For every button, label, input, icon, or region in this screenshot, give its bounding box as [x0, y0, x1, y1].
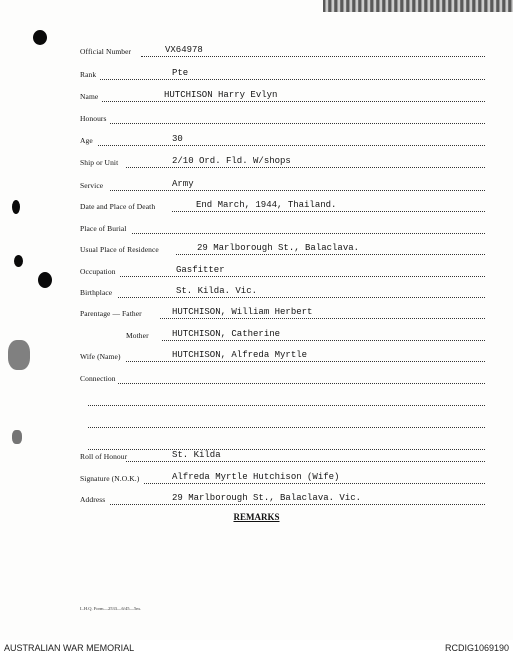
row-date-place-death: [80, 198, 485, 214]
rule-age: [98, 145, 485, 146]
row-roll-of-honour: [80, 448, 485, 464]
value-occupation: Gasfitter: [176, 265, 225, 275]
value-signature: Alfreda Myrtle Hutchison (Wife): [172, 472, 340, 482]
label-date-place-death: Date and Place of Death: [80, 202, 156, 211]
row-usual-residence: [80, 241, 485, 257]
rule-date-place-death: [172, 211, 485, 212]
label-place-of-burial: Place of Burial: [80, 224, 127, 233]
label-occupation: Occupation: [80, 267, 116, 276]
punch-hole-middle-3: [38, 272, 52, 288]
row-birthplace: [80, 284, 485, 300]
row-connection: [80, 370, 485, 386]
label-roll-of-honour: Roll of Honour: [80, 452, 128, 461]
remarks-heading: REMARKS: [233, 512, 280, 522]
rule-ship-or-unit: [126, 167, 485, 168]
row-mother: [80, 327, 485, 343]
rule-name: [102, 101, 485, 102]
row-name: [80, 88, 485, 104]
archive-footer: [0, 640, 513, 654]
value-father: HUTCHISON, William Herbert: [172, 307, 313, 317]
label-mother: Mother: [126, 331, 149, 340]
label-wife: Wife (Name): [80, 352, 121, 361]
label-father: Parentage — Father: [80, 309, 142, 318]
form-number: L.H.Q. Form—2533—6/45—5m.: [80, 606, 141, 611]
label-connection: Connection: [80, 374, 116, 383]
value-official-number: VX64978: [165, 45, 203, 55]
rule-address: [110, 504, 485, 505]
label-service: Service: [80, 181, 104, 190]
archive-name: AUSTRALIAN WAR MEMORIAL: [4, 643, 135, 653]
rule-wife: [126, 361, 485, 362]
value-age: 30: [172, 134, 183, 144]
row-place-of-burial: [80, 220, 485, 236]
rule-official-number: [141, 56, 485, 57]
rule-rank: [100, 79, 485, 80]
punch-hole-top: [33, 30, 47, 45]
rule-connection-extra-1: [88, 405, 485, 406]
row-age: [80, 132, 485, 148]
scan-edge-artifact: [323, 0, 513, 12]
binding-smudge-2: [12, 430, 22, 444]
rule-connection: [118, 383, 485, 384]
rule-connection-extra-2: [88, 427, 485, 428]
row-connection-extra-2: [80, 414, 485, 430]
value-address: 29 Marlborough St., Balaclava. Vic.: [172, 493, 362, 503]
label-rank: Rank: [80, 70, 97, 79]
label-age: Age: [80, 136, 93, 145]
row-wife: [80, 348, 485, 364]
value-service: Army: [172, 179, 194, 189]
rule-birthplace: [118, 297, 485, 298]
row-connection-extra-1: [80, 392, 485, 408]
value-usual-residence: 29 Marlborough St., Balaclava.: [197, 243, 360, 253]
punch-hole-middle-1: [12, 200, 20, 214]
binding-smudge-1: [8, 340, 30, 370]
rule-honours: [110, 123, 485, 124]
row-address: [80, 491, 485, 507]
label-address: Address: [80, 495, 106, 504]
value-birthplace: St. Kilda. Vic.: [176, 286, 258, 296]
rule-mother: [162, 340, 485, 341]
value-roll-of-honour: St. Kilda: [172, 450, 221, 460]
row-ship-or-unit: [80, 154, 485, 170]
label-honours: Honours: [80, 114, 107, 123]
value-rank: Pte: [172, 68, 189, 78]
punch-hole-middle-2: [14, 255, 23, 267]
label-name: Name: [80, 92, 99, 101]
row-signature: [80, 470, 485, 486]
row-rank: [80, 66, 485, 82]
rule-roll-of-honour: [126, 461, 485, 462]
value-name: HUTCHISON Harry Evlyn: [164, 90, 278, 100]
rule-service: [110, 190, 485, 191]
row-service: [80, 177, 485, 193]
value-mother: HUTCHISON, Catherine: [172, 329, 281, 339]
rule-occupation: [120, 276, 485, 277]
label-ship-or-unit: Ship or Unit: [80, 158, 119, 167]
rule-father: [160, 318, 485, 319]
record-id: RCDIG1069190: [444, 643, 509, 653]
label-signature: Signature (N.O.K.): [80, 474, 140, 483]
label-usual-residence: Usual Place of Residence: [80, 245, 159, 254]
rule-signature: [144, 483, 485, 484]
row-official-number: [80, 43, 485, 59]
row-occupation: [80, 263, 485, 279]
label-official-number: Official Number: [80, 47, 132, 56]
row-father: [80, 305, 485, 321]
value-date-place-death: End March, 1944, Thailand.: [196, 200, 337, 210]
label-birthplace: Birthplace: [80, 288, 113, 297]
value-wife: HUTCHISON, Alfreda Myrtle: [172, 350, 308, 360]
rule-place-of-burial: [132, 233, 485, 234]
value-ship-or-unit: 2/10 Ord. Fld. W/shops: [172, 156, 291, 166]
row-honours: [80, 110, 485, 126]
rule-usual-residence: [176, 254, 485, 255]
